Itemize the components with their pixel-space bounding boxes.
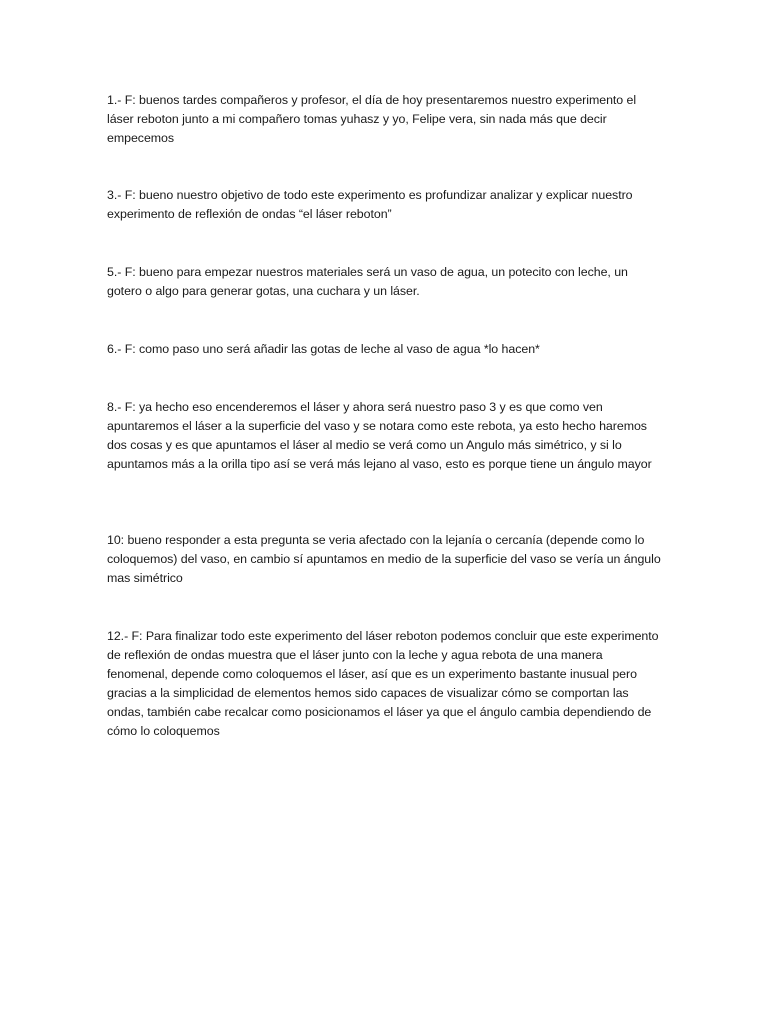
paragraph-3: 3.- F: bueno nuestro objetivo de todo este experimento es profundizar analizar y explicar nuestro experimento de reflexión de ondas “el láser reboton” <box>107 188 633 221</box>
paragraph-12: 12.- F: Para finalizar todo este experimento del láser reboton podemos concluir que este experimento de reflexión de ondas muestra que el láser junto con la leche y agua rebota de una manera fenomenal, depende como coloquemos el láser, así que es un experimento bastante inusual pero gracias a la simplicidad de elementos hemos sido capaces de visualizar cómo se comportan las ondas, también cabe recalcar como posicionamos el láser ya que el ángulo cambia dependiendo de cómo lo coloquemos <box>107 629 659 738</box>
paragraph-10: 10: bueno responder a esta pregunta se veria afectado con la lejanía o cercanía (depende como lo coloquemos) del vaso, en cambio sí apuntamos en medio de la superficie del vaso se vería un ángulo mas simétrico <box>107 533 661 585</box>
paragraph-8: 8.- F: ya hecho eso encenderemos el láser y ahora será nuestro paso 3 y es que como ven apuntaremos el láser a la superficie del vaso y se notara como este rebota, ya esto hecho haremos dos cosas y es que apuntamos el láser al medio se verá como un Angulo más simétrico, y si lo apuntamos más a la orilla tipo así se verá más lejano al vaso, esto es porque tiene un ángulo mayor <box>107 400 652 471</box>
paragraph-6: 6.- F: como paso uno será añadir las gotas de leche al vaso de agua *lo hacen* <box>107 342 540 356</box>
paragraph-1: 1.- F: buenos tardes compañeros y profesor, el día de hoy presentaremos nuestro experimento el láser reboton junto a mi compañero tomas yuhasz y yo, Felipe vera, sin nada más que decir empecemos <box>107 93 637 145</box>
paragraph-5: 5.- F: bueno para empezar nuestros materiales será un vaso de agua, un potecito con leche, un gotero o algo para generar gotas, una cuchara y un láser. <box>107 265 628 298</box>
